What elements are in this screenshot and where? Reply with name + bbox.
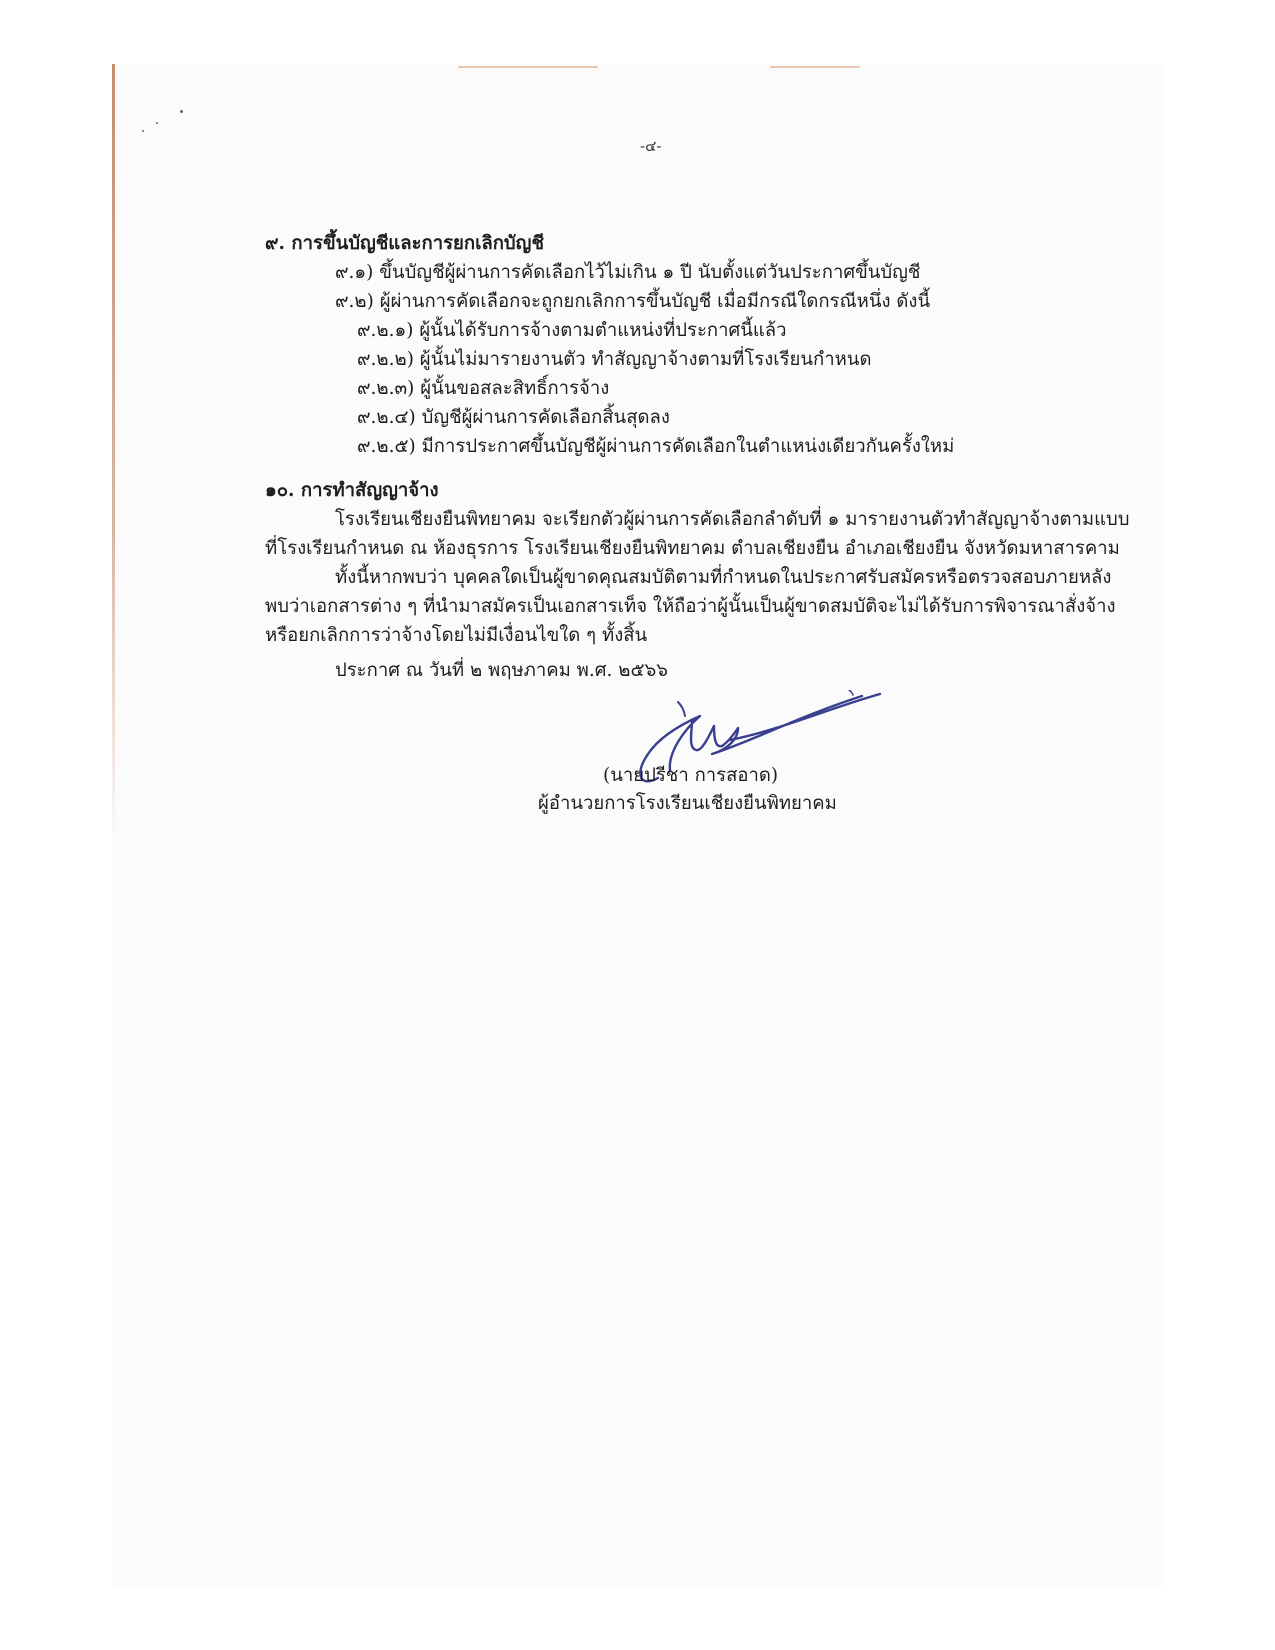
- paragraph-line: หรือยกเลิกการว่าจ้างโดยไม่มีเงื่อนไขใด ๆ ทั้งสิ้น: [265, 625, 648, 646]
- handwritten-signature: [630, 690, 890, 810]
- subitem-9-2-4: ๙.๒.๔) บัญชีผู้ผ่านการคัดเลือกสิ้นสุดลง: [357, 407, 670, 428]
- scan-speck: [142, 130, 144, 132]
- paragraph-line: ที่โรงเรียนกำหนด ณ ห้องธุรการ โรงเรียนเชียงยืนพิทยาคม ตำบลเชียงยืน อำเภอเชียงยืน จังหวัดมหาสารคาม: [265, 538, 1120, 559]
- subitem-9-2-2: ๙.๒.๒) ผู้นั้นไม่มารายงานตัว ทำสัญญาจ้างตามที่โรงเรียนกำหนด: [357, 349, 872, 370]
- announcement-date: ประกาศ ณ วันที่ ๒ พฤษภาคม พ.ศ. ๒๕๖๖: [335, 660, 668, 681]
- paragraph-line: โรงเรียนเชียงยืนพิทยาคม จะเรียกตัวผู้ผ่านการคัดเลือกลำดับที่ ๑ มารายงานตัวทำสัญญาจ้างตามแบบ: [335, 509, 1130, 530]
- paragraph-line: ทั้งนี้หากพบว่า บุคคลใดเป็นผู้ขาดคุณสมบัติตามที่กำหนดในประกาศรับสมัครหรือตรวจสอบภายหลัง: [335, 567, 1112, 588]
- item-9-2: ๙.๒) ผู้ผ่านการคัดเลือกจะถูกยกเลิกการขึ้นบัญชี เมื่อมีกรณีใดกรณีหนึ่ง ดังนี้: [335, 291, 931, 312]
- page-edge-stain: [112, 64, 115, 854]
- signatory-name: (นายปรีชา การสอาด): [603, 765, 779, 786]
- paragraph-line: พบว่าเอกสารต่าง ๆ ที่นำมาสมัครเป็นเอกสารเท็จ ให้ถือว่าผู้นั้นเป็นผู้ขาดสมบัติจะไม่ได้รับการพิจารณาสั่งจ้าง: [265, 596, 1116, 617]
- scan-smudge: [458, 66, 598, 68]
- scan-smudge: [770, 66, 860, 68]
- subitem-9-2-5: ๙.๒.๕) มีการประกาศขึ้นบัญชีผู้ผ่านการคัดเลือกในตำแหน่งเดียวกันครั้งใหม่: [357, 436, 955, 457]
- page-number: -๔-: [640, 137, 662, 155]
- signatory-title: ผู้อำนวยการโรงเรียนเชียงยืนพิทยาคม: [538, 793, 837, 814]
- scan-speck: [180, 110, 183, 113]
- scan-speck: [156, 122, 158, 124]
- item-9-1: ๙.๑) ขึ้นบัญชีผู้ผ่านการคัดเลือกไว้ไม่เกิน ๑ ปี นับตั้งแต่วันประกาศขึ้นบัญชี: [335, 262, 921, 283]
- section-10-heading: ๑๐. การทำสัญญาจ้าง: [265, 480, 439, 501]
- subitem-9-2-1: ๙.๒.๑) ผู้นั้นได้รับการจ้างตามตำแหน่งที่ประกาศนี้แล้ว: [357, 320, 787, 341]
- subitem-9-2-3: ๙.๒.๓) ผู้นั้นขอสละสิทธิ์การจ้าง: [357, 378, 610, 399]
- section-9-heading: ๙. การขึ้นบัญชีและการยกเลิกบัญชี: [265, 233, 544, 254]
